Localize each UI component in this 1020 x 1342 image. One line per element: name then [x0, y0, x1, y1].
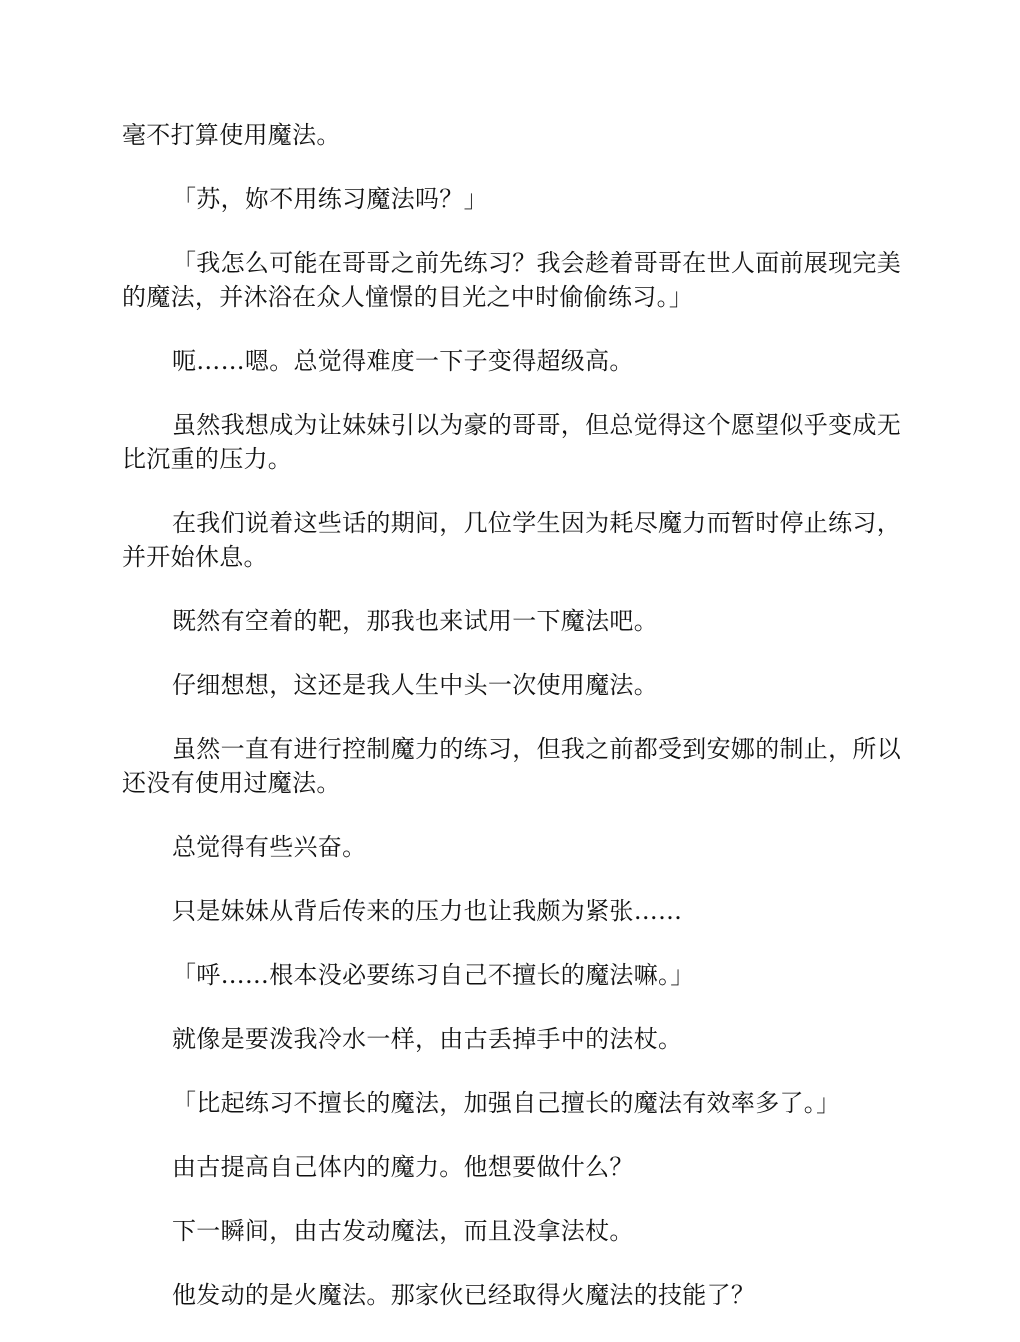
paragraph-2: 「苏，妳不用练习魔法吗？」: [172, 185, 488, 213]
paragraph-13: 就像是要泼我冷水一样，由古丢掉手中的法杖。: [172, 1025, 683, 1053]
paragraph-9: 虽然一直有进行控制魔力的练习，但我之前都受到安娜的制止，所以还没有使用过魔法。: [122, 735, 901, 797]
paragraph-7: 既然有空着的靶，那我也来试用一下魔法吧。: [172, 607, 658, 635]
paragraph-16: 下一瞬间，由古发动魔法，而且没拿法杖。: [172, 1217, 634, 1245]
paragraph-5: 虽然我想成为让妹妹引以为豪的哥哥，但总觉得这个愿望似乎变成无比沉重的压力。: [122, 411, 901, 473]
document-page: [122, 118, 902, 1342]
paragraph-11: 只是妹妹从背后传来的压力也让我颇为紧张……: [172, 897, 683, 925]
paragraph-12: 「呼……根本没必要练习自己不擅长的魔法嘛。」: [172, 961, 695, 989]
paragraph-15: 由古提高自己体内的魔力。他想要做什么？: [172, 1153, 634, 1181]
paragraph-17: 他发动的是火魔法。那家伙已经取得火魔法的技能了？: [172, 1281, 756, 1309]
paragraph-1: 毫不打算使用魔法。: [122, 121, 341, 149]
paragraph-10: 总觉得有些兴奋。: [172, 833, 367, 861]
paragraph-3: 「我怎么可能在哥哥之前先练习？我会趁着哥哥在世人面前展现完美的魔法，并沐浴在众人憧憬的目光之中时偷偷练习。」: [122, 249, 901, 311]
paragraph-14: 「比起练习不擅长的魔法，加强自己擅长的魔法有效率多了。」: [172, 1089, 841, 1117]
paragraph-6: 在我们说着这些话的期间，几位学生因为耗尽魔力而暂时停止练习，并开始休息。: [122, 509, 901, 571]
paragraph-8: 仔细想想，这还是我人生中头一次使用魔法。: [172, 671, 658, 699]
paragraph-4: 呃……嗯。总觉得难度一下子变得超级高。: [172, 347, 634, 375]
